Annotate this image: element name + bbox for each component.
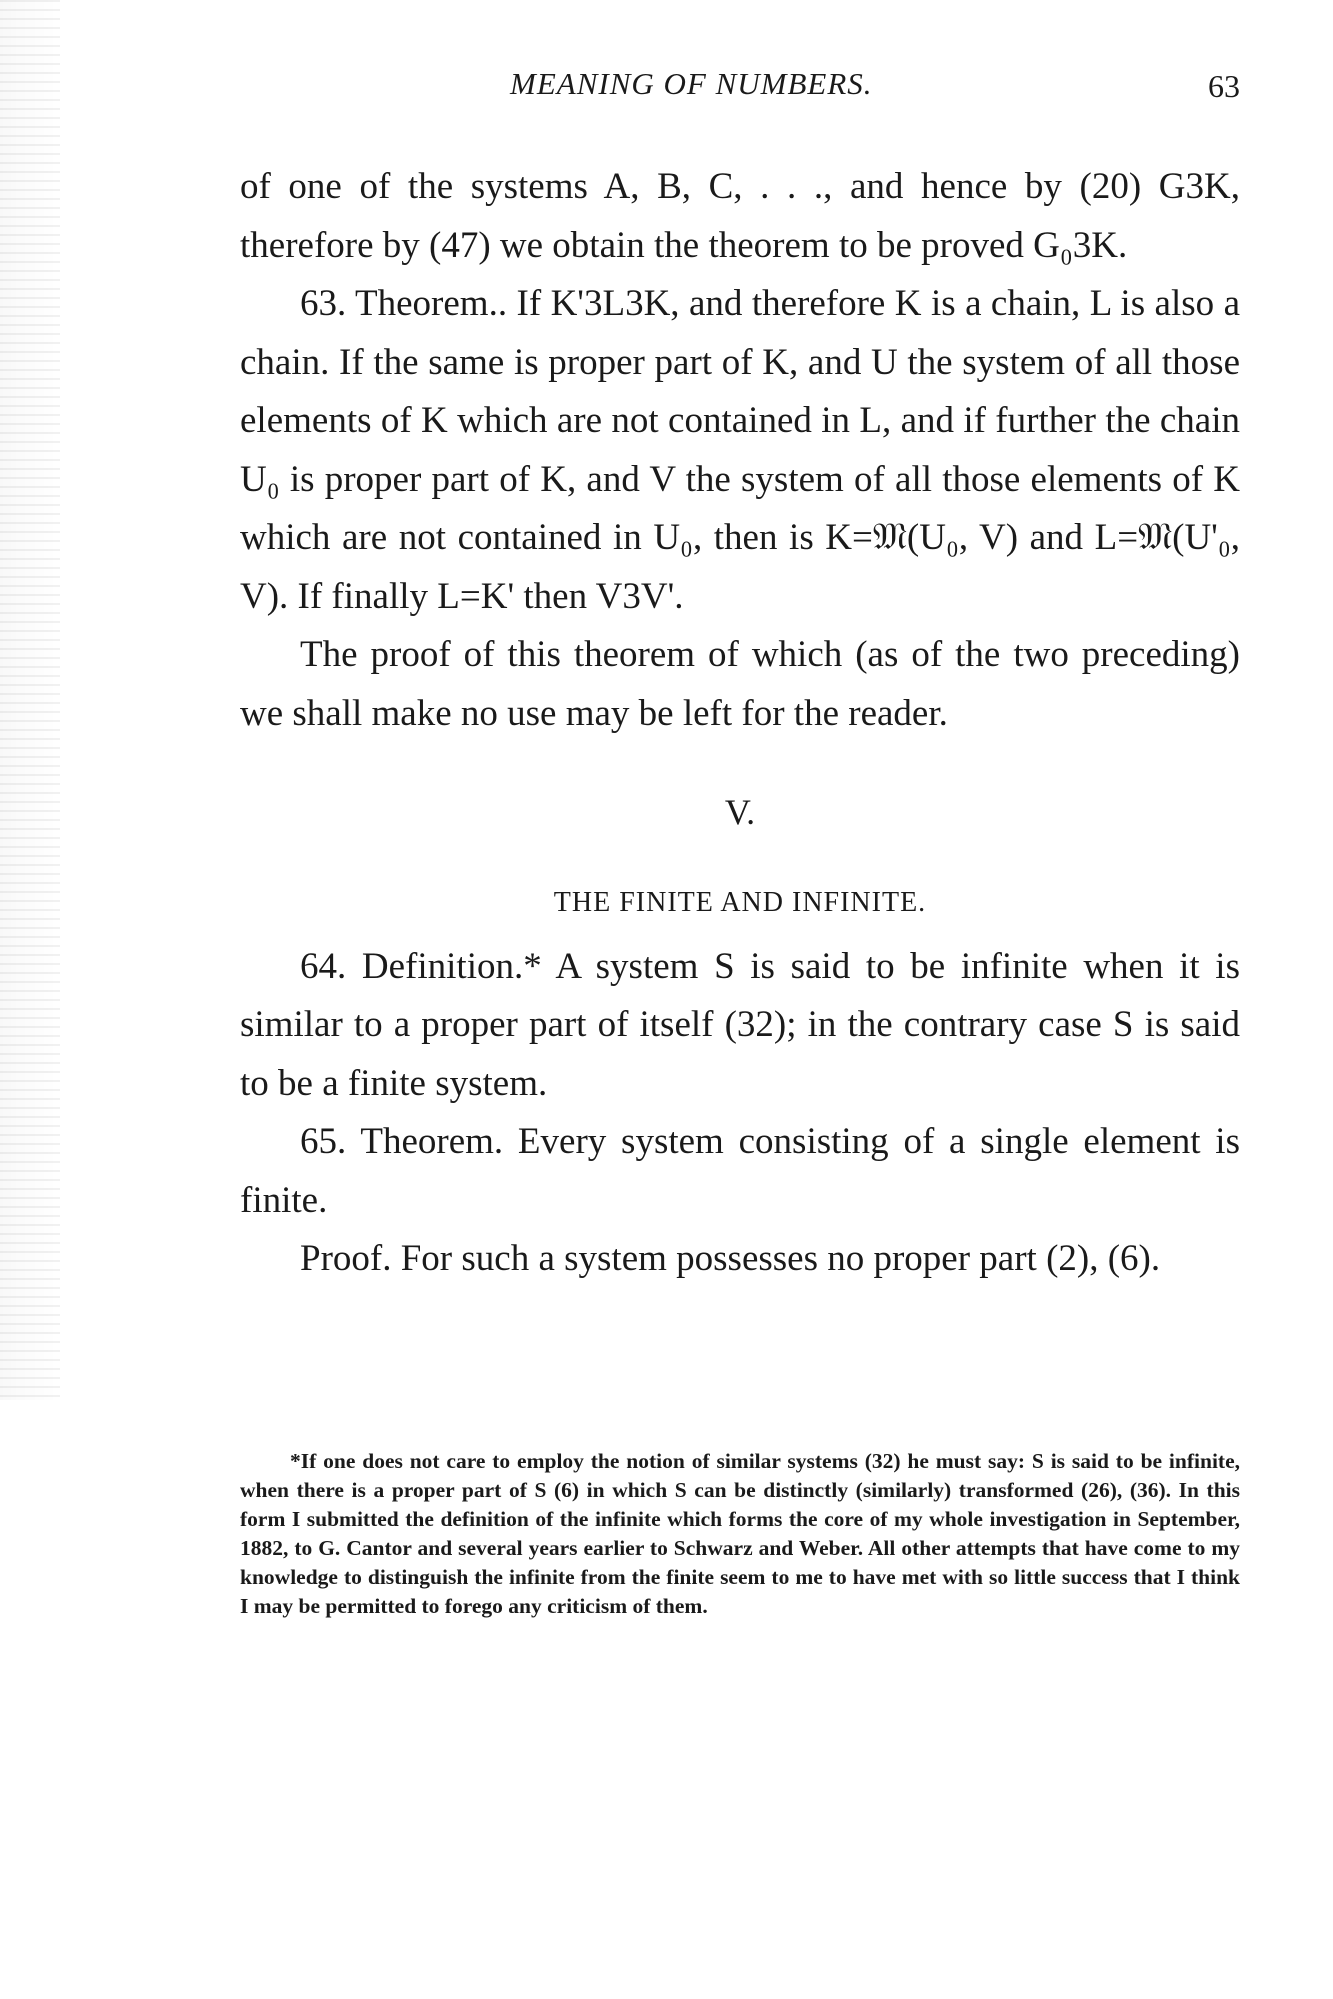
scanned-page-edge xyxy=(0,0,60,1400)
page-number: 63 xyxy=(1208,68,1240,104)
paragraph-definition-64: 64. Definition.* A system S is said to be infinite when it is similar to a proper part of itself (32); in the contrary case S is said to be a finite system. xyxy=(240,945,1240,1104)
footnote xyxy=(240,1447,1240,1621)
paragraph-theorem-63: 63. Theorem.. If K'3L3K, and therefore K is a chain, L is also a chain. If the same is proper part of K, and U the system of all those elements of K which are not contained in L, and if further the chain U₀ is proper part of K, and V the system of all those elements of K which are not contained in U₀, then is K=𝔐(U₀, V) and L=𝔐(U'₀, V). If finally L=K' then V3V'. xyxy=(240,283,1240,617)
section-title: THE FINITE AND INFINITE. xyxy=(553,886,927,918)
paragraph-theorem-65: 65. Theorem. Every system consisting of a single element is finite. xyxy=(240,1121,1240,1221)
paragraph-continuation: of one of the systems A, B, C, . . ., and hence by (20) G3K, therefore by (47) we obtain the theorem to be proved G₀3K. xyxy=(240,166,1240,266)
paragraph-proof-65: Proof. For such a system possesses no proper part (2), (6). xyxy=(300,1238,1161,1279)
section-numeral: V. xyxy=(724,792,756,832)
paragraph-proof-note: The proof of this theorem of which (as of the two preceding) we shall make no use may be left for the reader. xyxy=(240,634,1240,734)
footnote-text: *If one does not care to employ the notion of similar systems (32) he must say: S is said to be infinite, when there is a proper part of S (6) in which S can be distinctly (similarly) transformed (26), (36). In this form I submitted the definition of the infinite which forms the core of my whole investigation in September, 1882, to G. Cantor and several years earlier to Schwarz and Weber. All other attempts that have come to my knowledge to distinguish the infinite from the finite seem to me to have met with so little success that I think I may be permitted to forego any criticism of them. xyxy=(240,1449,1240,1618)
main-text xyxy=(240,158,1240,1289)
running-title: MEANING OF NUMBERS. xyxy=(510,66,873,101)
page-header xyxy=(240,66,1240,106)
